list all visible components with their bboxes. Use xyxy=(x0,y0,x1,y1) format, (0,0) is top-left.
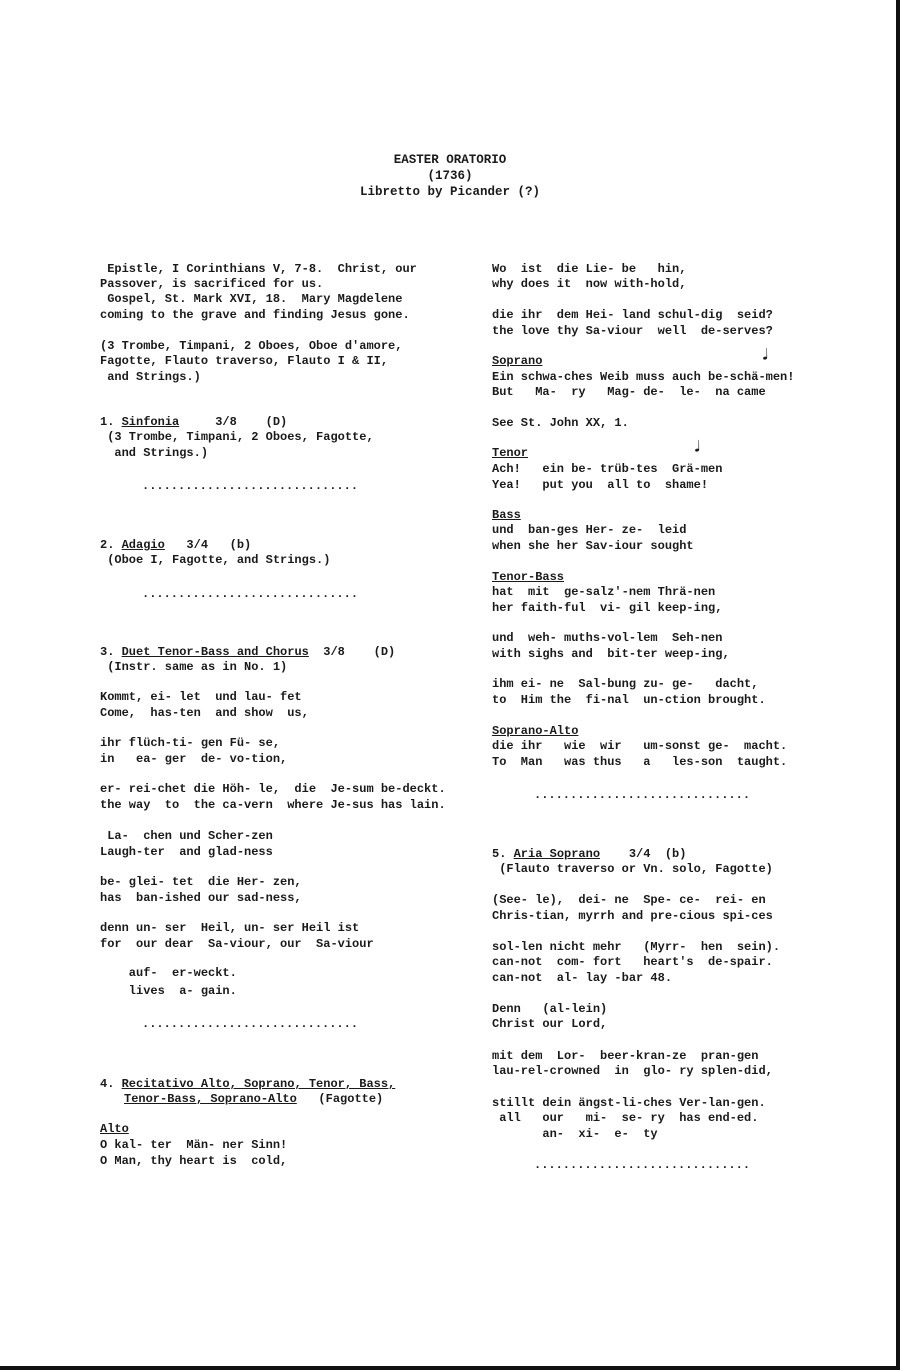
voice-label-soprano: Soprano xyxy=(492,354,543,368)
movement-detail: (3 Trombe, Timpani, 2 Oboes, Fagotte, xyxy=(100,430,374,444)
lyric-english: O Man, thy heart is cold, xyxy=(100,1154,288,1168)
oratorio-year: (1736) xyxy=(427,169,473,183)
lyric-german: Denn (al-lein) xyxy=(492,1002,608,1016)
lyric-english: the way to the ca-vern where Je-sus has lain. xyxy=(100,798,446,812)
movement-title: Adagio xyxy=(121,538,165,552)
lyric-english: Come, has-ten and show us, xyxy=(100,706,309,720)
instrument-line: Fagotte, Flauto traverso, Flauto I & II, xyxy=(100,354,389,368)
lyric-english: can-not com- fort heart's de-spair. xyxy=(492,955,773,969)
movement-meta: 3/4 (b) xyxy=(600,847,687,861)
voice-label-soprano-alto: Soprano-Alto xyxy=(492,724,579,738)
lyric-english: to Him the fi-nal un-ction brought. xyxy=(492,693,766,707)
movement-detail: and Strings.) xyxy=(100,446,209,460)
lyric-english: in ea- ger de- vo-tion, xyxy=(100,752,288,766)
movement-meta: (Fagotte) xyxy=(296,1092,384,1106)
lyric-english: an- xi- e- ty xyxy=(492,1127,658,1141)
separator-dots: .............................. xyxy=(142,1017,359,1031)
lyric-german: La- chen und Scher-zen xyxy=(100,829,273,843)
movement-title: Duet Tenor-Bass and Chorus xyxy=(121,645,309,659)
movement-detail: (Instr. same as in No. 1) xyxy=(100,660,288,674)
voice-label-tenor: Tenor xyxy=(492,446,529,460)
lyric-german: er- rei-chet die Höh- le, die Je-sum be-deckt. xyxy=(100,782,446,796)
movement-3-heading xyxy=(100,645,395,661)
lyric-german: stillt dein ängst-li-ches Ver-lan-gen. xyxy=(492,1096,766,1110)
movement-4-heading-cont xyxy=(124,1092,383,1108)
movement-number: 5. xyxy=(492,847,507,861)
lyric-german: denn un- ser Heil, un- ser Heil ist xyxy=(100,921,360,935)
movement-number: 4. xyxy=(100,1077,115,1091)
movement-title: Tenor-Bass, Soprano-Alto xyxy=(124,1092,297,1106)
intro-line: Gospel, St. Mark XVI, 18. Mary Magdelene xyxy=(100,292,403,306)
separator-dots: .............................. xyxy=(142,479,359,493)
lyric-german: auf- er-weckt. xyxy=(100,966,237,980)
scripture-reference: See St. John XX, 1. xyxy=(492,416,629,430)
lyric-english: the love thy Sa-viour well de-serves? xyxy=(492,324,773,338)
lyric-english: lives a- gain. xyxy=(100,984,237,998)
movement-title: Sinfonia xyxy=(121,415,180,429)
intro-line: Epistle, I Corinthians V, 7-8. Christ, our xyxy=(100,262,417,276)
lyric-german: O kal- ter Män- ner Sinn! xyxy=(100,1138,288,1152)
separator-dots: .............................. xyxy=(142,587,359,601)
quarter-note-icon: ♩ xyxy=(760,342,774,367)
lyric-english: lau-rel-crowned in glo- ry splen-did, xyxy=(492,1064,773,1078)
voice-label-alto: Alto xyxy=(100,1122,129,1136)
left-column xyxy=(100,0,490,1370)
lyric-english: for our dear Sa-viour, our Sa-viour xyxy=(100,937,374,951)
lyric-german: Kommt, ei- let und lau- fet xyxy=(100,690,302,704)
lyric-german: Ach! ein be- trüb-tes Grä-men xyxy=(492,462,723,476)
movement-meta: 3/8 (D) xyxy=(308,645,396,659)
voice-label-tenor-bass: Tenor-Bass xyxy=(492,570,565,584)
lyric-english: has ban-ished our sad-ness, xyxy=(100,891,302,905)
lyric-english: with sighs and bit-ter weep-ing, xyxy=(492,647,730,661)
instrument-line: and Strings.) xyxy=(100,370,201,384)
lyric-english: Chris-tian, myrrh and pre-cious spi-ces xyxy=(492,909,773,923)
movement-title: Aria Soprano xyxy=(513,847,601,861)
separator-dots: .............................. xyxy=(534,788,751,802)
intro-line: coming to the grave and finding Jesus gone. xyxy=(100,308,410,322)
movement-title: Recitativo Alto, Soprano, Tenor, Bass, xyxy=(121,1077,396,1091)
movement-number: 2. xyxy=(100,538,115,552)
lyric-english: But Ma- ry Mag- de- le- na came xyxy=(492,385,766,399)
lyric-german: Ein schwa-ches Weib muss auch be-schä-men! xyxy=(492,370,795,384)
lyric-english: Yea! put you all to shame! xyxy=(492,478,709,492)
lyric-english: all our mi- se- ry has end-ed. xyxy=(492,1111,759,1125)
movement-4-heading xyxy=(100,1077,395,1093)
lyric-german: und weh- muths-vol-lem Seh-nen xyxy=(492,631,723,645)
lyric-german: (See- le), dei- ne Spe- ce- rei- en xyxy=(492,893,766,907)
voice-label-bass: Bass xyxy=(492,508,521,522)
movement-1-heading xyxy=(100,415,287,431)
lyric-german: die ihr wie wir um-sonst ge- macht. xyxy=(492,739,788,753)
movement-number: 3. xyxy=(100,645,115,659)
lyric-english: To Man was thus a les-son taught. xyxy=(492,755,788,769)
lyric-german: und ban-ges Her- ze- leid xyxy=(492,523,687,537)
movement-detail: (Flauto traverso or Vn. solo, Fagotte) xyxy=(492,862,773,876)
intro-line: Passover, is sacrificed for us. xyxy=(100,277,324,291)
movement-2-heading xyxy=(100,538,251,554)
lyric-german: die ihr dem Hei- land schul-dig seid? xyxy=(492,308,773,322)
movement-5-heading xyxy=(492,847,686,863)
separator-dots: .............................. xyxy=(534,1158,751,1172)
instrument-line: (3 Trombe, Timpani, 2 Oboes, Oboe d'amore, xyxy=(100,339,403,353)
lyric-english: Christ our Lord, xyxy=(492,1017,608,1031)
lyric-german: ihr flüch-ti- gen Fü- se, xyxy=(100,736,281,750)
right-column xyxy=(492,0,892,1370)
lyric-german: Wo ist die Lie- be hin, xyxy=(492,262,687,276)
lyric-german: hat mit ge-salz'-nem Thrä-nen xyxy=(492,585,716,599)
lyric-german: sol-len nicht mehr (Myrr- hen sein). xyxy=(492,940,781,954)
movement-meta: 3/4 (b) xyxy=(164,538,252,552)
lyric-german: ihm ei- ne Sal-bung zu- ge- dacht, xyxy=(492,677,759,691)
movement-detail: (Oboe I, Fagotte, and Strings.) xyxy=(100,553,331,567)
movement-number: 1. xyxy=(100,415,115,429)
lyric-german: mit dem Lor- beer-kran-ze pran-gen xyxy=(492,1049,759,1063)
lyric-english: her faith-ful vi- gil keep-ing, xyxy=(492,601,723,615)
movement-meta: 3/8 (D) xyxy=(179,415,288,429)
quarter-note-icon: ♩ xyxy=(692,434,706,459)
lyric-english: when she her Sav-iour sought xyxy=(492,539,694,553)
lyric-english: why does it now with-hold, xyxy=(492,277,687,291)
lyric-german: be- glei- tet die Her- zen, xyxy=(100,875,302,889)
lyric-english: Laugh-ter and glad-ness xyxy=(100,845,273,859)
librettist: Libretto by Picander (?) xyxy=(359,185,541,199)
lyric-english: can-not al- lay -bar 48. xyxy=(492,971,673,985)
oratorio-title: EASTER ORATORIO xyxy=(393,153,507,167)
